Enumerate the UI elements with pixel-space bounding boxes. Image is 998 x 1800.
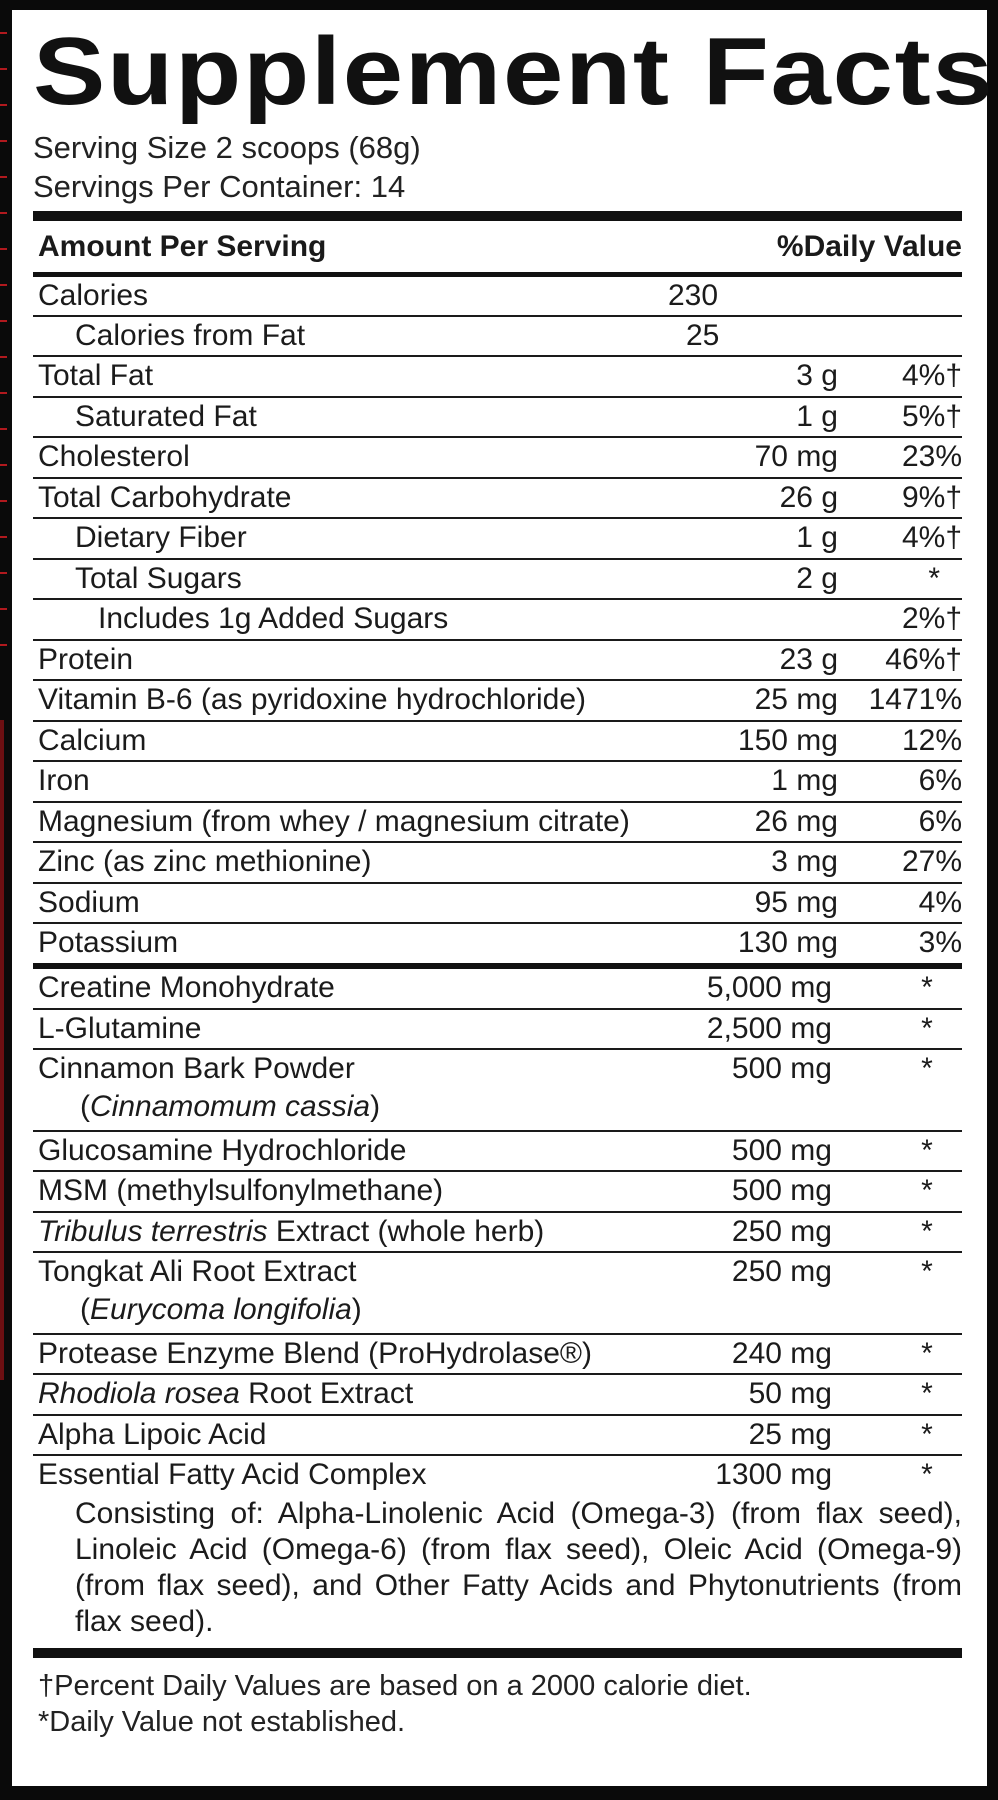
nutrient-amount: 23 g	[779, 643, 838, 676]
edge-mark	[0, 140, 7, 142]
ingredient-amount: 500 mg	[731, 1052, 832, 1085]
edge-mark	[0, 536, 7, 538]
nutrient-dv: 4%	[918, 886, 962, 919]
ingredient-name: Cinnamon Bark Powder (Cinnamomum cassia)	[33, 1050, 637, 1126]
table-row	[33, 1253, 962, 1335]
ingredient-source: (Cinnamomum cassia)	[80, 1090, 381, 1123]
header-amount: Amount Per Serving	[38, 229, 327, 263]
ingredient-name: Alpha Lipoic Acid	[38, 1418, 267, 1451]
table-row	[33, 1010, 962, 1050]
table-row	[33, 600, 962, 641]
edge-mark	[0, 572, 7, 574]
table-row	[33, 762, 962, 803]
ingredient-name: MSM (methylsulfonylmethane)	[38, 1174, 444, 1207]
nutrient-name: Calories from Fat	[75, 319, 306, 352]
footnotes	[33, 1658, 962, 1740]
edge-mark	[0, 644, 7, 646]
nutrient-dv: 4%†	[901, 521, 962, 554]
ingredient-amount: 250 mg	[731, 1255, 832, 1288]
table-row	[33, 1335, 962, 1375]
nutrient-amount: 26 mg	[754, 805, 838, 838]
edge-mark	[0, 320, 7, 322]
edge-accent-bar	[0, 720, 4, 1380]
nutrient-name: Total Fat	[38, 359, 154, 392]
ingredient-dv: *	[921, 971, 933, 1004]
table-row	[33, 1456, 962, 1496]
nutrient-dv: 12%	[901, 724, 962, 757]
nutrient-dv: 6%	[918, 805, 962, 838]
table-row	[33, 398, 962, 438]
ingredient-name: Tribulus terrestris Extract (whole herb)	[38, 1215, 545, 1248]
edge-mark	[0, 248, 7, 250]
edge-mark	[0, 608, 7, 610]
table-row	[33, 641, 962, 681]
nutrient-dv: 27%	[901, 845, 962, 878]
table-row	[33, 560, 962, 600]
ingredient-amount: 1300 mg	[715, 1458, 832, 1491]
nutrient-table	[33, 277, 962, 969]
nutrient-dv: 2%†	[901, 602, 962, 635]
edge-mark	[0, 104, 7, 106]
ingredient-amount: 500 mg	[731, 1134, 832, 1167]
table-row	[33, 277, 962, 317]
nutrient-name: Includes 1g Added Sugars	[98, 602, 449, 635]
table-row	[33, 1213, 962, 1253]
nutrient-name: Zinc (as zinc methionine)	[38, 845, 372, 878]
nutrient-dv: 3%	[918, 926, 962, 959]
ingredient-dv: *	[921, 1377, 933, 1410]
ingredient-dv: *	[921, 1052, 933, 1085]
nutrient-amount: 2 g	[796, 562, 838, 595]
nutrient-amount: 26 g	[779, 481, 838, 514]
table-row	[33, 317, 962, 357]
ingredient-amount: 500 mg	[731, 1174, 832, 1207]
edge-mark	[0, 284, 7, 286]
edge-mark	[0, 500, 7, 502]
ingredient-name: Tongkat Ali Root Extract (Eurycoma longifolia)	[33, 1253, 637, 1329]
ingredient-name: Glucosamine Hydrochloride	[38, 1134, 407, 1167]
nutrient-name: Calories	[38, 279, 149, 312]
nutrient-dv: 1471%	[868, 683, 962, 716]
ingredient-dv: *	[921, 1337, 933, 1370]
edge-mark	[0, 176, 7, 178]
ingredient-dv: *	[921, 1418, 933, 1451]
table-row	[33, 1172, 962, 1213]
ingredient-name: Protease Enzyme Blend (ProHydrolase®)	[38, 1337, 593, 1370]
label-title: Supplement Facts	[33, 18, 995, 125]
nutrient-dv: 9%†	[901, 481, 962, 514]
nutrient-dv: 4%†	[901, 359, 962, 392]
footnote-asterisk: *Daily Value not established.	[38, 1706, 406, 1738]
edge-mark	[0, 356, 7, 358]
nutrient-dv: 5%†	[901, 400, 962, 433]
divider-thick	[33, 1648, 962, 1658]
ingredient-name: Rhodiola rosea Root Extract	[38, 1377, 414, 1410]
table-row	[33, 519, 962, 560]
ingredient-dv: *	[921, 1255, 933, 1288]
table-row	[33, 843, 962, 884]
ingredient-table	[33, 969, 962, 1640]
ingredient-amount: 50 mg	[748, 1377, 832, 1410]
ingredient-dv: *	[921, 1215, 933, 1248]
ingredient-name: Creatine Monohydrate	[38, 971, 335, 1004]
nutrient-amount: 25	[686, 319, 720, 352]
table-row	[33, 357, 962, 398]
table-row	[33, 479, 962, 519]
table-row	[33, 924, 962, 969]
ingredient-dv: *	[921, 1134, 933, 1167]
edge-mark	[0, 464, 7, 466]
nutrient-amount: 3 mg	[771, 845, 838, 878]
supplement-facts-panel	[12, 10, 995, 1786]
nutrient-amount: 1 g	[796, 521, 838, 554]
edge-mark	[0, 428, 7, 430]
ingredient-amount: 250 mg	[731, 1215, 832, 1248]
ingredient-dv: *	[921, 1012, 933, 1045]
nutrient-name: Iron	[38, 764, 90, 797]
header-daily-value: %Daily Value	[776, 229, 962, 263]
table-row	[33, 884, 962, 924]
nutrient-amount: 70 mg	[754, 440, 838, 473]
table-row	[33, 681, 962, 722]
ingredient-dv: *	[921, 1458, 933, 1491]
table-row	[33, 1132, 962, 1172]
servings-per-container: Servings Per Container: 14	[33, 169, 406, 204]
ingredient-dv: *	[921, 1174, 933, 1207]
table-row	[33, 722, 962, 762]
nutrient-dv: 46%†	[885, 643, 962, 676]
table-row	[33, 803, 962, 843]
ingredient-name: L-Glutamine	[38, 1012, 202, 1045]
table-row	[33, 969, 962, 1010]
nutrient-amount: 3 g	[796, 359, 838, 392]
nutrient-name: Total Sugars	[75, 562, 242, 595]
nutrient-amount: 1 g	[796, 400, 838, 433]
nutrient-name: Cholesterol	[38, 440, 190, 473]
serving-size: Serving Size 2 scoops (68g)	[33, 130, 421, 165]
nutrient-name: Saturated Fat	[75, 400, 257, 433]
nutrient-name: Sodium	[38, 886, 140, 919]
nutrient-amount: 230	[668, 279, 719, 312]
nutrient-name: Dietary Fiber	[75, 521, 247, 554]
nutrient-amount: 130 mg	[737, 926, 838, 959]
ingredient-source: (Eurycoma longifolia)	[80, 1293, 362, 1326]
nutrient-amount: 95 mg	[754, 886, 838, 919]
nutrient-name: Protein	[38, 643, 134, 676]
nutrient-name: Vitamin B-6 (as pyridoxine hydrochloride)	[38, 683, 587, 716]
edge-mark	[0, 212, 7, 214]
ingredient-amount: 25 mg	[748, 1418, 832, 1451]
nutrient-amount: 25 mg	[754, 683, 838, 716]
divider-thick	[33, 211, 962, 221]
table-row	[33, 1416, 962, 1456]
nutrient-dv: 23%	[901, 440, 962, 473]
table-row	[33, 1050, 962, 1132]
table-header	[33, 221, 962, 272]
nutrient-dv: 6%	[918, 764, 962, 797]
ingredient-amount: 5,000 mg	[706, 971, 832, 1004]
table-row	[33, 1375, 962, 1416]
fatty-acid-note: Consisting of: Alpha-Linolenic Acid (Omega-3) (from flax seed), Linoleic Acid (Omega-6) (from flax seed), Oleic Acid (Omega-9) (from flax seed), and Other Fatty Acids and Phytonutrients (from flax seed).	[75, 1497, 962, 1638]
edge-mark	[0, 32, 7, 34]
nutrient-name: Calcium	[38, 724, 147, 757]
nutrient-name: Total Carbohydrate	[38, 481, 292, 514]
nutrient-amount: 150 mg	[737, 724, 838, 757]
ingredient-amount: 240 mg	[731, 1337, 832, 1370]
nutrient-dv: *	[928, 562, 940, 595]
ingredient-amount: 2,500 mg	[706, 1012, 832, 1045]
table-row	[33, 438, 962, 479]
footnote-dagger: †Percent Daily Values are based on a 2000 calorie diet.	[38, 1670, 752, 1702]
edge-mark	[0, 392, 7, 394]
nutrient-amount: 1 mg	[771, 764, 838, 797]
nutrient-name: Potassium	[38, 926, 179, 959]
edge-mark	[0, 68, 7, 70]
ingredient-name: Essential Fatty Acid Complex	[38, 1458, 427, 1491]
nutrient-name: Magnesium (from whey / magnesium citrate)	[38, 805, 630, 838]
